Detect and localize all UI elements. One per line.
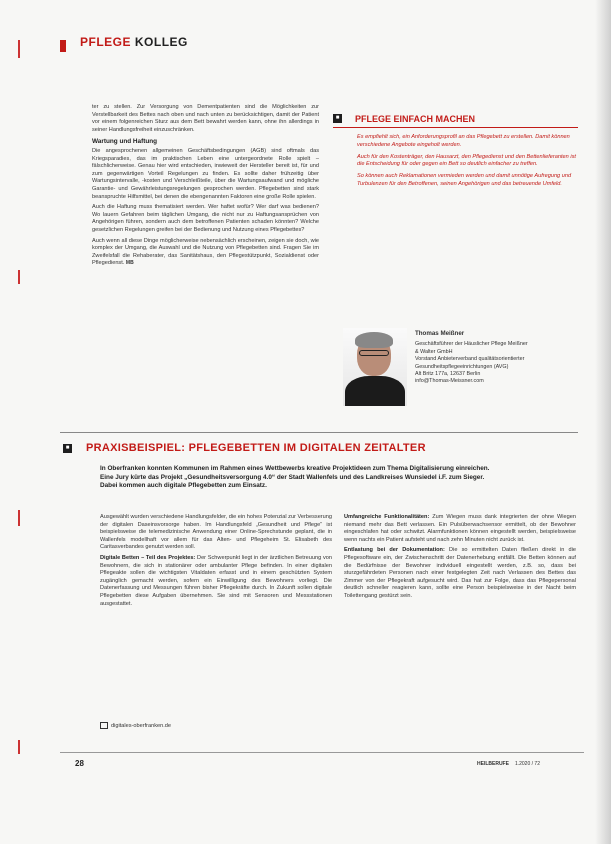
external-link-icon: [100, 722, 108, 729]
author-name: Thomas Meißner: [415, 330, 465, 337]
author-line: Gesundheitspflegeeinrichtungen (AVG): [415, 363, 509, 370]
author-photo: [343, 328, 407, 406]
paragraph: Digitale Betten – Teil des Projektes: Der Schwerpunkt liegt in der ärztlichen Betreuung von Bewohnern, die sich in stationärer oder ambulanter Pflege befinden. In einer digitalen Pflegeakte sollen die wichtigsten Vitaldaten erfasst und in einem geschützten System zugänglich gemacht werden, sofern ein Einwilligung des Bewohners vorliegt. Die Datenerfassung und Messungen führen bisher Pflegekräfte durch. In Zukunft sollen digitale Pflegebetten diese Aufgaben übernehmen. Sie sind mit Sensoren und Messstationen ausgestattet.: [100, 554, 332, 607]
box-text: [357, 134, 577, 193]
author-line: & Walter GmbH: [415, 348, 453, 355]
left-article-column: [92, 104, 319, 271]
subheading-wartung: Wartung und Haftung: [92, 138, 158, 146]
paragraph: Auch wenn all diese Dinge möglicherweise nebensächlich erscheinen, zeigen sie doch, wie komplex der Umgang, die Auswahl und die Nutzung von Pflegebetten sind. Fragen Sie im Zweifelsfall die Rehaberater, das Sanitätshaus, den Pflegestützpunkt, Sozialdienst oder Pflegedienst. MB: [92, 237, 319, 267]
box-paragraph: So können auch Reklamationen vermieden werden und damit unnötige Aufregung und Turbulenzen für den Betroffenen, seinen Angehörigen und das betreuende Umfeld.: [357, 173, 572, 187]
author-line: Vorstand Anbieterverband qualitätsorientierter: [415, 356, 525, 363]
praxis-square-icon: ■: [63, 444, 72, 453]
box-title-rule: [333, 127, 578, 128]
section-kicker: [80, 35, 188, 49]
box-title: PFLEGE EINFACH MACHEN: [355, 114, 476, 124]
header-accent-bar: [60, 40, 66, 52]
kicker-kolleg: KOLLEG: [134, 35, 188, 49]
paragraph: Auch die Haftung muss thematisiert werden. Wer haftet wofür? Wer darf was bedienen? Wo lauern Gefahren beim täglichen Umgang, die nicht nur zu Haftungsansprüchen von Angehörigen führen, sondern auch dem betroffenen Patienten schaden könnten? Welche gesetzlichen Regelungen greifen bei der Bedienung und Nutzung eines Pflegebettes?: [92, 204, 319, 233]
magazine-name: HEILBERUFE: [477, 761, 509, 767]
paragraph: Entlastung bei der Dokumentation: Die so ermittelten Daten fließen direkt in die Pflegesoftware ein, der Zwischenschritt der Datenerhebung entfällt. Die Betten können auf die Bedürfnisse der Bewohner individuell eingestellt werden, z.B. so, dass bei sturzgefährdeten Personen nach einer festgelegten Zeit nach Verlassen des Bettes das Zimmer von der Pflegekraft aufgesucht wird. Das hat zur Folge, dass das Pflegepersonal deutlich schneller reagieren kann, sollte eine Person beispielsweise in der Nacht beim Toilettengang gestürzt sein.: [344, 547, 576, 599]
praxis-column-right: [344, 514, 576, 604]
author-line: Alt Britz 177a, 12637 Berlin: [415, 371, 481, 378]
issue-number: 1.2020 / 72: [514, 761, 540, 767]
section-separator: [60, 432, 578, 433]
author-info: [415, 330, 585, 386]
box-square-icon: ■: [333, 114, 342, 123]
binding-marks: [18, 40, 20, 820]
author-initials: MB: [125, 260, 134, 267]
author-email: info@Thomas-Meissner.com: [415, 378, 484, 385]
box-paragraph: Es empfiehlt sich, ein Anforderungsprofil an das Pflegebett zu erstellen. Damit können verschiedene Angebote eingeholt werden.: [357, 134, 570, 148]
inline-heading: Umfangreiche Funktionalitäten:: [344, 514, 430, 520]
paragraph: ter zu stellen. Zur Versorgung von Dementpatienten sind die Möglichkeiten zur Verstellbarkeit des Bettes nach oben und nach unten zu berücksichtigen, damit der Patient vor einem folgenreichen Sturz aus dem Bett bewahrt werden kann, ohne ihn allerdings in seiner Handlungsfreiheit einzuschränken.: [92, 104, 319, 133]
inline-heading: Entlastung bei der Dokumentation:: [344, 547, 445, 554]
paragraph: Umfangreiche Funktionalitäten: Zum Wiegen muss dank integrierten der ohne Wiegen niemand mehr das Bett verlassen. Ein Pulsüberwachsensor ermittelt, ob der Bewohner eingeschlafen hat oder schwitzt. Alarmfunktionen können eingestellt werden, beispielsweise wenn nachts ein Patient aufsteht und nach zehn Minuten nicht zurück ist.: [344, 514, 576, 543]
source-link-text[interactable]: digitales-oberfranken.de: [111, 722, 172, 729]
box-paragraph: Auch für den Kostenträger, den Hausarzt, den Pflegedienst und den Bettenlieferanten ist die Entscheidung für oder gegen ein Bett so deutlich einfacher zu treffen.: [357, 153, 576, 168]
paragraph: Die angesprochenen allgemeinen Geschäftsbedingungen (AGB) sind oftmals das Kriegsparadies, das im praktischen Leben eine untergeordnete Rolle spielt – fälschlicherweise. Genau hier wird entschieden, inwieweit der Hersteller bereit ist, für und zum gegenwärtigen Vorteil Regelungen zu finden. Es sollte daher frühzeitig über Wartungsintervalle, -kosten und Verschleißteile, über die Wartungsaufwand und mögliche Garantie- und Gewährleistungsregelungen gesprochen werden. Pflegebetten sind stark beanspruchte Hilfsmittel, bei denen die ebengenannten Faktoren eine große Rolle spielen.: [92, 147, 319, 200]
praxis-column-left: [100, 514, 332, 611]
footer-magazine: [477, 761, 540, 767]
page-edge-shadow: [595, 0, 611, 844]
source-link[interactable]: [100, 722, 171, 729]
praxis-title: PRAXISBEISPIEL: PFLEGEBETTEN IM DIGITALEN ZEITALTER: [86, 442, 426, 454]
inline-heading: Digitale Betten – Teil des Projektes:: [100, 554, 196, 561]
page-number: 28: [75, 759, 84, 768]
kicker-pflege: PFLEGE: [80, 35, 132, 49]
paragraph: Ausgewählt wurden verschiedene Handlungsfelder, die ein hohes Potenzial zur Verbesserung der digitalen Daseinsvorsorge haben. Im Handlungsfeld „Gesundheit und Pflege“ ist beispielsweise die telemedizinische Anwendung einer Online-Sprechstunde geplant, die in Wallenfels modellhaft vor allem für das Alten- und Pflegeheim St. Elisabeth des Caritasverbandes genutzt werden soll.: [100, 514, 332, 551]
author-line: Geschäftsführer der Häuslicher Pflege Meißner: [415, 341, 528, 348]
footer-rule: [60, 752, 584, 753]
praxis-lead: In Oberfranken konnten Kommunen im Rahmen eines Wettbewerbs kreative Projektideen zum Thema Digitalisierung einreichen. Eine Jury kürte das Projekt „Gesundheitsversorgung 4.0“ der Stadt Wallenfels und des Landkreises Wunsiedel i.F. zum Sieger. Dabei kommen auch digitale Pflegebetten zum Einsatz.: [100, 465, 490, 490]
